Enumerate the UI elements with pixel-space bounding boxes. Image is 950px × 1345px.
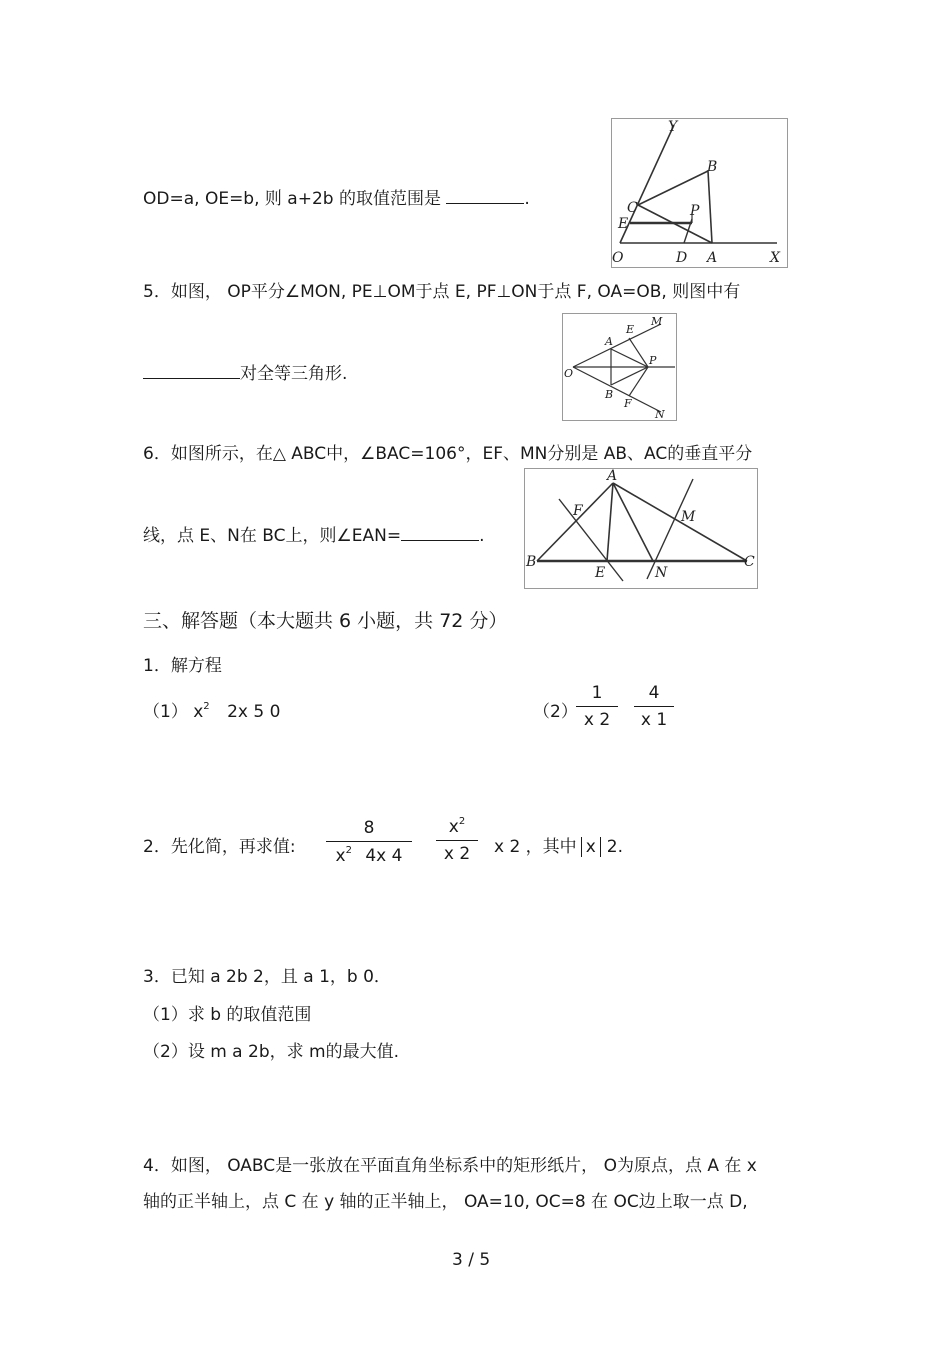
- p2-tail-text: x 2 ，其中: [494, 837, 577, 857]
- p1-part1-sup: 2: [203, 701, 210, 712]
- figure-angle-xoy: [611, 118, 788, 268]
- q4-tail-line: [143, 184, 530, 209]
- label-o: O: [612, 250, 624, 266]
- p3-line1: 3．已知 a 2b 2，且 a 1，b 0．: [143, 967, 391, 987]
- label-e: E: [618, 216, 629, 232]
- q6-line2-text: 线，点 E、N在 BC上，则∠EAN=: [143, 526, 402, 546]
- section-heading: 三、解答题（本大题共 6 小题，共 72 分）: [143, 610, 508, 632]
- label-f: F: [573, 503, 583, 519]
- label-b: B: [605, 388, 614, 401]
- label-c: C: [744, 554, 755, 570]
- fraction-bar: [326, 841, 412, 842]
- p1-part1: [143, 697, 280, 722]
- label-p: P: [649, 354, 657, 367]
- p4-line1: 4．如图， OABC是一张放在平面直角坐标系中的矩形纸片， O为原点，点 A 在 x: [143, 1156, 757, 1176]
- p2-fraction-1: [326, 818, 412, 866]
- fraction-numerator: 8: [363, 818, 375, 838]
- label-c: C: [627, 200, 638, 216]
- label-m: M: [651, 315, 663, 328]
- p2-tail: [494, 832, 623, 857]
- fraction-denominator: x 1: [640, 710, 668, 730]
- label-x: X: [770, 250, 780, 266]
- abs-value: x: [581, 837, 601, 857]
- q5-line2-text: 对全等三角形.: [240, 364, 348, 384]
- answer-blank: [446, 189, 524, 204]
- label-n: N: [655, 408, 665, 420]
- answer-blank: [143, 364, 240, 379]
- label-b: B: [707, 159, 718, 175]
- p2-tail-value: 2.: [606, 837, 623, 857]
- page-number: 3 / 5: [452, 1250, 491, 1270]
- q6-line2-end: .: [479, 526, 485, 546]
- fraction-numerator: 1: [591, 683, 603, 703]
- label-e: E: [626, 323, 635, 336]
- fraction-bar: [634, 706, 674, 707]
- q4-tail-end: .: [524, 189, 530, 209]
- label-f: F: [624, 397, 632, 410]
- fraction-denominator: $x^2$ 4x 4: [335, 845, 403, 866]
- fraction-denominator: x 2: [443, 844, 471, 864]
- fraction-numerator: $x^2$: [448, 816, 466, 837]
- p3-line3: （2）设 m a 2b，求 m的最大值.: [143, 1042, 399, 1062]
- p3-line2: （1）求 b 的取值范围: [143, 1005, 312, 1025]
- p4-line2: 轴的正半轴上，点 C 在 y 轴的正半轴上， OA=10, OC=8 在 OC边上取一点 D,: [143, 1192, 748, 1212]
- p1-part1-rest: 2x 5 0: [227, 702, 281, 722]
- fraction-numerator: 4: [648, 683, 660, 703]
- p1-part1-x: x: [193, 702, 204, 722]
- label-b: B: [526, 554, 537, 570]
- label-a: A: [707, 250, 718, 266]
- fraction-bar: [436, 840, 478, 841]
- p2-lead: 2．先化简，再求值:: [143, 837, 296, 857]
- p2-fraction-2: [436, 816, 478, 864]
- label-m: M: [681, 509, 696, 525]
- q5-line1: 5．如图， OP平分∠MON, PE⊥OM于点 E, PF⊥ON于点 F, OA=OB, 则图中有: [143, 282, 741, 302]
- answer-blank: [401, 526, 479, 541]
- label-e: E: [595, 565, 606, 581]
- label-d: D: [676, 250, 688, 266]
- q4-tail-text: OD=a, OE=b, 则 a+2b 的取值范围是: [143, 189, 441, 209]
- label-a: A: [607, 469, 618, 484]
- fraction-bar: [576, 706, 618, 707]
- label-p: P: [690, 203, 700, 219]
- q5-line2: [143, 359, 347, 384]
- p1-part1-label: （1）: [143, 702, 188, 722]
- q6-line1: 6．如图所示，在△ ABC中，∠BAC=106°，EF、MN分别是 AB、AC的垂直平分: [143, 444, 753, 464]
- p1-part2-label: （2）: [533, 702, 578, 722]
- label-n: N: [655, 565, 668, 581]
- label-o: O: [564, 367, 574, 380]
- figure-angle-bisector: [562, 313, 677, 421]
- q6-line2: [143, 521, 484, 546]
- figure-triangle-abc: [524, 468, 758, 589]
- p1-part2-fraction-1: [576, 683, 618, 730]
- p1-title: 1．解方程: [143, 656, 222, 676]
- fraction-denominator: x 2: [583, 710, 611, 730]
- label-a: A: [605, 335, 613, 348]
- label-y: Y: [668, 119, 678, 135]
- p1-part2-fraction-2: [634, 683, 674, 730]
